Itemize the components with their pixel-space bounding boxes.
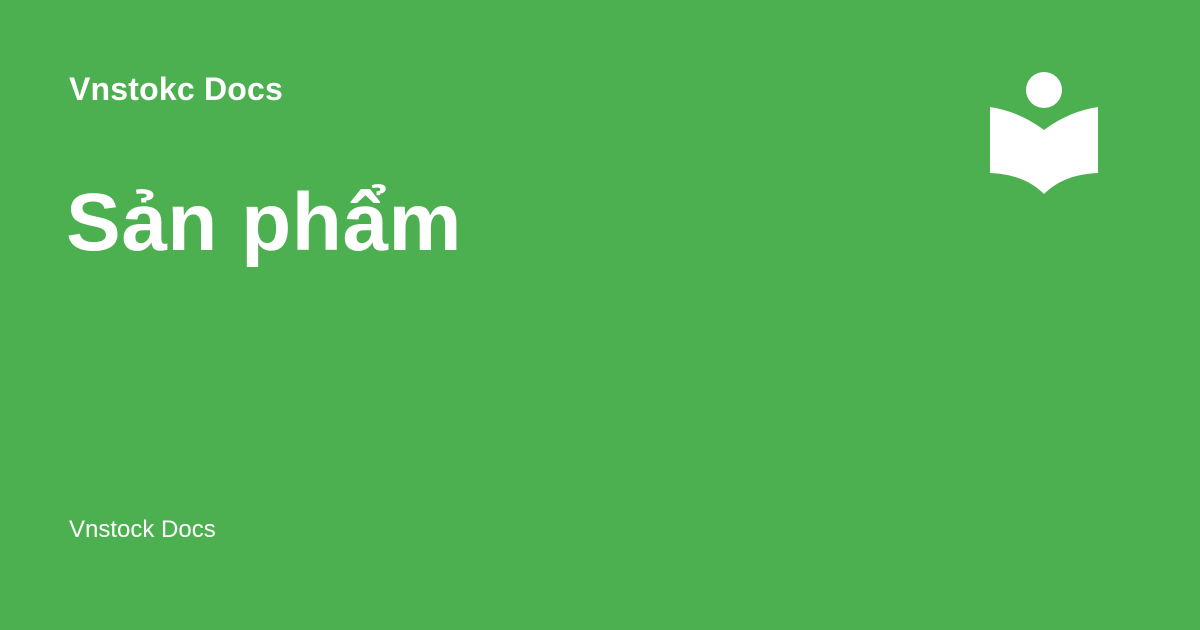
reader-head-shape [1026,72,1062,108]
reader-book-icon [988,70,1100,198]
page-title: Sản phẩm [66,177,462,268]
open-book-shape [990,107,1098,194]
site-name: Vnstokc Docs [69,71,284,107]
footer-site-name: Vnstock Docs [69,516,216,543]
